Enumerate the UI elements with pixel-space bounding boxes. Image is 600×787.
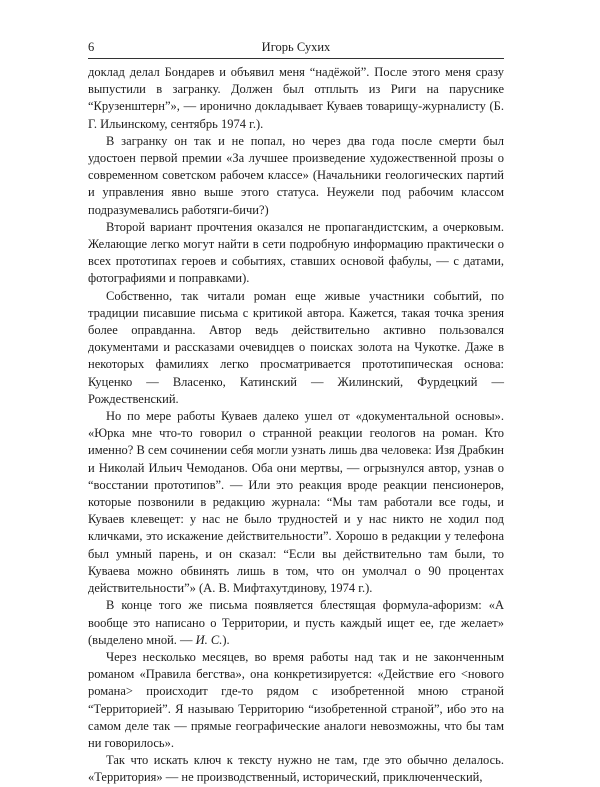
paragraph: [88, 597, 504, 649]
body-text: [88, 64, 504, 787]
paragraph-tail: ).: [222, 632, 230, 647]
paragraph: Так что искать ключ к тексту нужно не там, где это обычно делалось. «Территория» — не производственный, исторический, приключенческий,: [88, 753, 504, 785]
page-header: [88, 40, 504, 58]
paragraph-text: В конце того же письма появляется блестящая формула-афоризм: «А вообще это написано о Территории, и пусть каждый ищет ее, где желает» (выделено мной. —: [88, 598, 504, 647]
paragraph: Собственно, так читали роман еще живые участники событий, по традиции писавшие письма с критикой автора. Кажется, такая точка зрения более оправданна. Автор ведь действительно активно пользовался документами и рассказами очевидцев о поисках золота на Чукотке. Даже в некоторых фамилиях легко просматривается прототипическая основа: Куценко — Власенко, Катинский — Жилинский, Фурдецкий — Рождественский.: [88, 288, 504, 406]
running-title: Игорь Сухих: [261, 40, 331, 54]
author-initials: И. С.: [195, 632, 223, 647]
paragraph: доклад делал Бондарев и объявил меня “надёжой”. После этого меня сразу выпустили в загранку. Должен был отплыть из Риги на паруснике “Крузенштерн”», — иронично докладывает Куваев товарищу-журналисту (Б. Г. Ильинскому, сентябрь 1974 г.).: [88, 65, 504, 131]
paragraph: Второй вариант прочтения оказался не пропагандистским, а очерковым. Желающие легко могут найти в сети подробную информацию практически о всех прототипах героев и событиях, ставших основой фабулы, — с датами, фотографиями и поправками).: [88, 219, 504, 286]
paragraph: Но по мере работы Куваев далеко ушел от «документальной основы». «Юрка мне что-то говорил о странной реакции геологов на роман. Кто именно? В сем сочинении себя могли узнать лишь два человека: Изя Драбкин и Николай Ильич Чемоданов. Оба они мертвы, — огрызнулся автор, узнав о “восстании прототипов”. — Или это реакция вроде реакции пенсионеров, которые позвонили в редакцию журнала: “Мы там работали все годы, и Куваев клевещет: у нас не было трудностей и у нас никто не ходил под кличками, это искажение действительности”. Хорошо в редакции у телефона был умный парень, и он сказал: “Если вы действительно там были, то Куваева можно обвинять лишь в том, что он умолчал о 90 процентах действительности”» (А. В. Мифтахутдинову, 1974 г.).: [88, 409, 504, 596]
page-number: 6: [88, 40, 95, 54]
paragraph: В загранку он так и не попал, но через два года после смерти был удостоен первой премии «За лучшее произведение художественной прозы о современном советском рабочем классе» (Начальники геологических партий и управления явно выше этого статуса. Неужели под рабочим классом подразумевались работяги-бичи?): [88, 133, 504, 217]
paragraph: Через несколько месяцев, во время работы над так и не законченным романом «Правила бегства», она конкретизируется: «Действие его <нового романа> происходит где-то рядом с изобретенной мною страной “Территорией”. Я называю Территорию “изобретенной страной”, ибо это на самом деле так — прямые географические аналоги невозможны, что бы там ни говорилось».: [88, 649, 504, 750]
header-rule: [88, 58, 504, 59]
